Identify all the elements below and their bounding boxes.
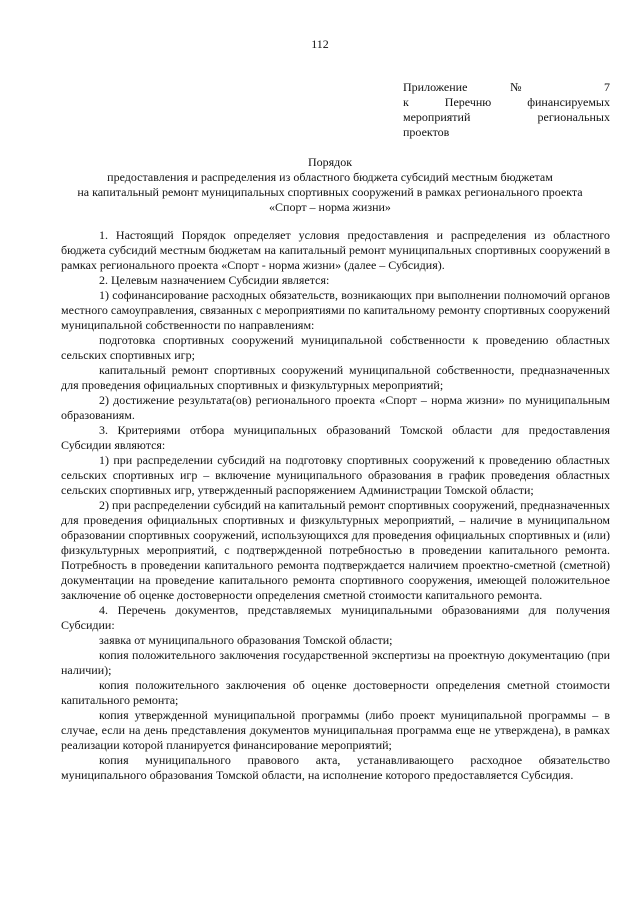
title-line: на капитальный ремонт муниципальных спортивных сооружений в рамках регионального проекта: [77, 185, 583, 199]
paragraph: 1. Настоящий Порядок определяет условия предоставления и распределения из областного бюджета субсидий местным бюджетам на капитальный ремонт муниципальных спортивных сооружений в рамках регионального проекта «Спорт - норма жизни» (далее – Субсидия).: [61, 228, 610, 272]
paragraph: 2) при распределении субсидий на капитальный ремонт спортивных сооружений, предназначенных для проведения официальных спортивных и физкультурных мероприятий, – наличие в муниципальном образовании спортивных сооружений, использующихся для проведения официальных спортивных и (или) физкультурных мероприятий, с подтвержденной потребностью в проведении капитального ремонта. Потребность в проведении капитального ремонта подтверждается наличием проектно-сметной (сметной) документации на проведение капитального ремонта спортивного сооружения, имеющей положительное заключение об оценке достоверности определения сметной стоимости капитального ремонта.: [61, 498, 610, 602]
appendix-header: [403, 80, 610, 140]
paragraph: копия муниципального правового акта, устанавливающего расходное обязательство муниципального образования Томской области, на исполнение которого предоставляется Субсидия.: [61, 753, 610, 782]
paragraph: 2. Целевым назначением Субсидии является:: [99, 273, 330, 287]
title-line: предоставления и распределения из областного бюджета субсидий местным бюджетам: [107, 170, 553, 184]
paragraph: копия утвержденной муниципальной программы (либо проект муниципальной программы – в случае, если на день представления документов муниципальная программа еще не утверждена), в рамках реализации которой планируется финансирование мероприятий;: [61, 708, 610, 752]
title-heading: Порядок: [307, 155, 353, 169]
document-body: [61, 228, 610, 783]
paragraph: копия положительного заключения об оценке достоверности определения сметной стоимости капитального ремонта;: [61, 678, 610, 707]
paragraph: капитальный ремонт спортивных сооружений муниципальной собственности, предназначенных для проведения официальных спортивных и физкультурных мероприятий;: [61, 363, 610, 392]
paragraph: 3. Критериями отбора муниципальных образований Томской области для предоставления Субсидии являются:: [61, 423, 610, 452]
appendix-line: Приложение № 7: [403, 80, 610, 94]
paragraph: 1) софинансирование расходных обязательств, возникающих при выполнении полномочий органов местного самоуправления, связанных с мероприятиями по капитальному ремонту спортивных сооружений муниципальной собственности по направлениям:: [61, 288, 610, 332]
paragraph: заявка от муниципального образования Томской области;: [99, 633, 393, 647]
paragraph: 2) достижение результата(ов) регионального проекта «Спорт – норма жизни» по муниципальным образованиям.: [61, 393, 610, 422]
paragraph: копия положительного заключения государственной экспертизы на проектную документацию (при наличии);: [61, 648, 610, 677]
appendix-line: мероприятий региональных: [403, 110, 610, 124]
appendix-line: проектов: [403, 125, 450, 139]
document-title: [40, 155, 620, 215]
paragraph: 4. Перечень документов, представляемых муниципальными образованиями для получения Субсидии:: [61, 603, 610, 632]
appendix-line: к Перечню финансируемых: [403, 95, 610, 109]
paragraph: подготовка спортивных сооружений муниципальной собственности к проведению областных сельских спортивных игр;: [61, 333, 610, 362]
paragraph: 1) при распределении субсидий на подготовку спортивных сооружений к проведению областных сельских спортивных игр – включение муниципального образования в график проведения областных сельских спортивных игр, утвержденный распоряжением Администрации Томской области;: [61, 453, 610, 497]
page-number: 112: [311, 37, 329, 51]
title-line: «Спорт – норма жизни»: [269, 200, 391, 214]
